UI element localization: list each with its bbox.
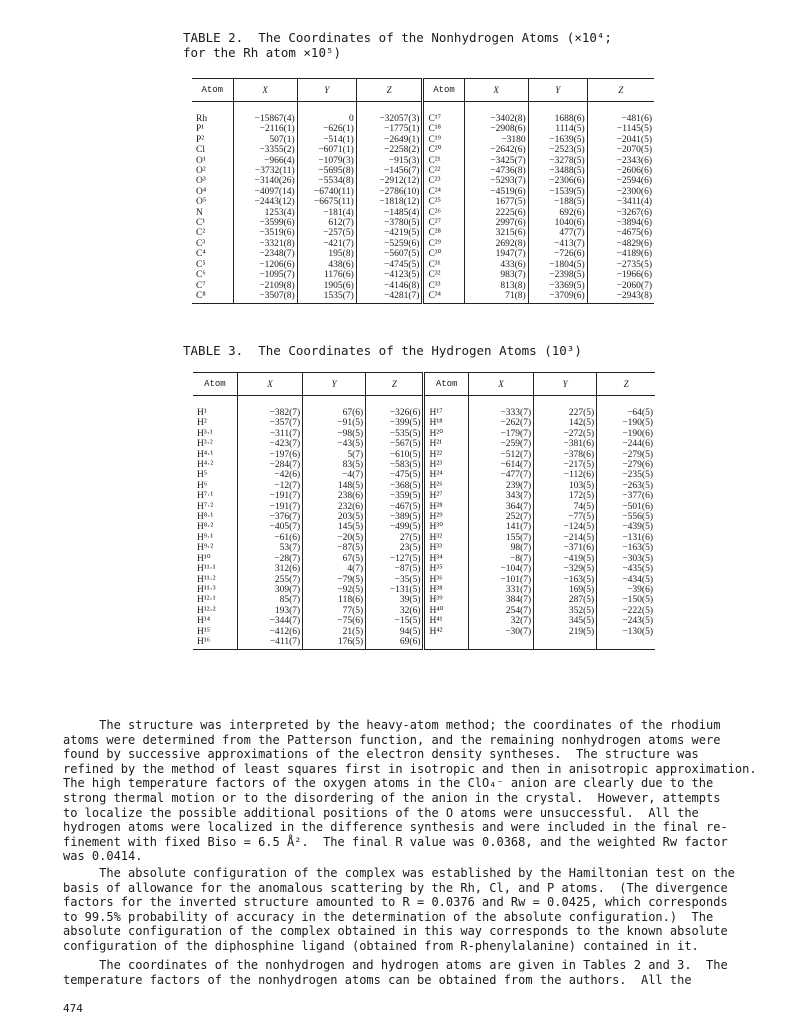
table3-header-z: Z (366, 373, 424, 396)
table3-header-row (193, 373, 655, 396)
table2-body-row (192, 102, 654, 304)
table2-atom-column: Rh P¹ P² Cl O¹ O² O³ O⁴ O⁵ N C¹ C² C³ C⁴ C⁵ C⁶ C⁷ C⁸ (192, 102, 233, 304)
table3-caption: TABLE 3. The Coordinates of the Hydrogen Atoms (10³) (183, 343, 582, 358)
table3-atom-column-2: H¹⁷ H¹⁸ H²⁰ H²¹ H²² H²³ H²⁴ H²⁶ H²⁷ H²⁸ H²⁹ H³⁰ H³² H³³ H³⁴ H³⁵ H³⁶ H³⁸ H³⁹ H⁴⁰ H⁴¹ H⁴² (424, 396, 468, 650)
table3-header-z-2: Z (597, 373, 655, 396)
table2-header-y-2: Y (528, 79, 587, 102)
table3-header-atom: Atom (193, 373, 237, 396)
table2-nonhydrogen-coordinates (192, 78, 654, 304)
page-number: 474 (63, 1002, 83, 1015)
table3-x-column: −382(7) −357(7) −311(7) −423(7) −197(6) −284(7) −42(6) −12(7) −191(7) −191(7) −376(7) −405(7) −61(6) 53(7) −28(7) 312(6) 255(7) 309(7) 85(7) 193(7) −344(7) −412(6) −411(7) (237, 396, 302, 650)
paragraph-coordinates-note: The coordinates of the nonhydrogen and hydrogen atoms are given in Tables 2 and 3. The temperature factors of the nonhydrogen atoms can be obtained from the authors. All the (63, 958, 728, 987)
paragraph-absolute-configuration: The absolute configuration of the complex was established by the Hamiltonian test on the basis of allowance for the anomalous scattering by the Rh, Cl, and P atoms. (The divergence factors for the inverted structure amounted to R = 0.0376 and Rw = 0.0425, which corresponds to 99.5% probability of accuracy in the determination of the absolute configuration.) The absolute configuration of the complex obtained in this way corresponds to the known absolute configuration of the diphosphine ligand (obtained from R-phenylalanine) contained in it. (63, 866, 735, 953)
table3-body-row (193, 396, 655, 650)
table2-header-x-2: X (464, 79, 528, 102)
table2-header-atom: Atom (192, 79, 233, 102)
table3-x-column-2: −333(7) −262(7) −179(7) −259(7) −512(7) −614(7) −477(7) 239(7) 343(7) 364(7) 252(7) 141(7) 155(7) 98(7) −8(7) −104(7) −101(7) 331(7) 384(7) 254(7) 32(7) −30(7) (468, 396, 533, 650)
table2-z-column-2: −481(6) −1145(5) −2041(5) −2070(5) −2343(6) −2606(6) −2594(6) −2300(6) −3411(4) −3267(6) −3894(6) −4675(6) −4829(6) −4189(6) −2735(5) −1966(6) −2060(7) −2943(8) (587, 102, 654, 304)
table3-header-y-2: Y (534, 373, 597, 396)
table2-x-column: −15867(4) −2116(1) 507(1) −3355(2) −966(4) −3732(11) −3140(26) −4097(14) −2443(12) 1253(4) −3599(6) −3519(6) −3321(8) −2348(7) −1206(6) −1095(7) −2109(8) −3507(8) (233, 102, 297, 304)
table2-atom-column-2: C¹⁷ C¹⁸ C¹⁹ C²⁰ C²¹ C²² C²³ C²⁴ C²⁵ C²⁶ C²⁷ C²⁸ C²⁹ C³⁰ C³¹ C³² C³³ C³⁴ (423, 102, 464, 304)
table3-y-column-2: 227(5) 142(5) −272(5) −381(6) −378(6) −217(5) −112(6) 103(5) 172(5) 74(5) −77(5) −124(5) −214(5) −371(6) −419(5) −329(5) −163(5) 169(5) 287(5) 352(5) 345(5) 219(5) (534, 396, 597, 650)
table3-header-y: Y (303, 373, 366, 396)
table2-y-column: 0 −626(1) −514(1) −6071(1) −1079(3) −5695(8) −5534(8) −6740(11) −6675(11) −181(4) 612(7) −257(5) −421(7) 195(8) 438(6) 1176(6) 1905(6) 1535(7) (297, 102, 356, 304)
paragraph-structure-refinement: The structure was interpreted by the heavy-atom method; the coordinates of the rhodium atoms were determined from the Patterson function, and the remaining nonhydrogen atoms were found by successive approximations of the electron density syntheses. The structure was refined by the method of least squares first in isotropic and then in anisotropic approximation. The high temperature factors of the oxygen atoms in the ClO₄⁻ anion are clearly due to the strong thermal motion or to the disordering of the anion in the crystal. However, attempts to localize the possible additional positions of the O atoms were unsuccessful. All the hydrogen atoms were localized in the difference synthesis and were included in the final re- finement with fixed Biso = 6.5 Å². The final R value was 0.0368, and the weighted Rw factor was 0.0414. (63, 718, 757, 864)
table3-atom-column: H¹ H² H³·¹ H³·² H⁴·¹ H⁴·² H⁵ H⁶ H⁷·¹ H⁷·² H⁸·¹ H⁸·² H⁹·¹ H⁹·² H¹⁰ H¹¹·¹ H¹¹·² H¹¹·³ H¹²·¹ H¹²·² H¹⁴ H¹⁵ H¹⁶ (193, 396, 237, 650)
table3-header-x-2: X (468, 373, 533, 396)
table2-header-z-2: Z (587, 79, 654, 102)
table2-x-column-2: −3402(8) −2908(6) −3180 −2642(6) −3425(7) −4736(8) −5293(7) −4519(6) 1677(5) 2225(6) 2997(6) 3215(6) 2692(8) 1947(7) 433(6) 983(7) 813(8) 71(8) (464, 102, 528, 304)
table2-header-x: X (233, 79, 297, 102)
table2-y-column-2: 1688(6) 1114(5) −1639(5) −2523(5) −3278(5) −3488(5) −2306(6) −1539(5) −188(5) 692(6) 1040(6) 477(7) −413(7) −726(6) −1804(5) −2398(5) −3369(5) −3709(6) (528, 102, 587, 304)
table2-header-atom-2: Atom (423, 79, 464, 102)
table2-caption: TABLE 2. The Coordinates of the Nonhydrogen Atoms (×10⁴; for the Rh atom ×10⁵) (183, 30, 612, 60)
table3-z-column-2: −64(5) −190(5) −190(6) −244(6) −279(5) −279(6) −235(5) −263(5) −377(6) −501(6) −556(5) −439(5) −131(6) −163(5) −303(5) −435(5) −434(5) −39(6) −150(5) −222(5) −243(5) −130(5) (597, 396, 655, 650)
table3-y-column: 67(6) −91(5) −98(5) −43(5) 5(7) 83(5) −4(7) 148(5) 238(6) 232(6) 203(5) 145(5) −20(5) −87(5) 67(5) 4(7) −79(5) −92(5) 118(6) 77(5) −75(6) 21(5) 176(5) (303, 396, 366, 650)
table2-header-z: Z (356, 79, 423, 102)
table2-z-column: −32057(3) −1775(1) −2649(1) −2258(2) −915(3) −1456(7) −2912(12) −2786(10) −1818(12) −1485(4) −3780(5) −4219(5) −5259(6) −5607(5) −4745(5) −4123(5) −4146(8) −4281(7) (356, 102, 423, 304)
table2-header-row (192, 79, 654, 102)
table3-header-x: X (237, 373, 302, 396)
table3-z-column: −326(6) −399(5) −535(5) −567(5) −610(5) −583(5) −475(5) −368(5) −359(5) −467(5) −389(5) −499(5) 27(5) 23(5) −127(5) −87(5) −35(5) −131(5) 39(5) 32(6) −15(5) 94(5) 69(6) (366, 396, 424, 650)
table3-header-atom-2: Atom (424, 373, 468, 396)
table3-hydrogen-coordinates (193, 372, 655, 650)
table2-header-y: Y (297, 79, 356, 102)
